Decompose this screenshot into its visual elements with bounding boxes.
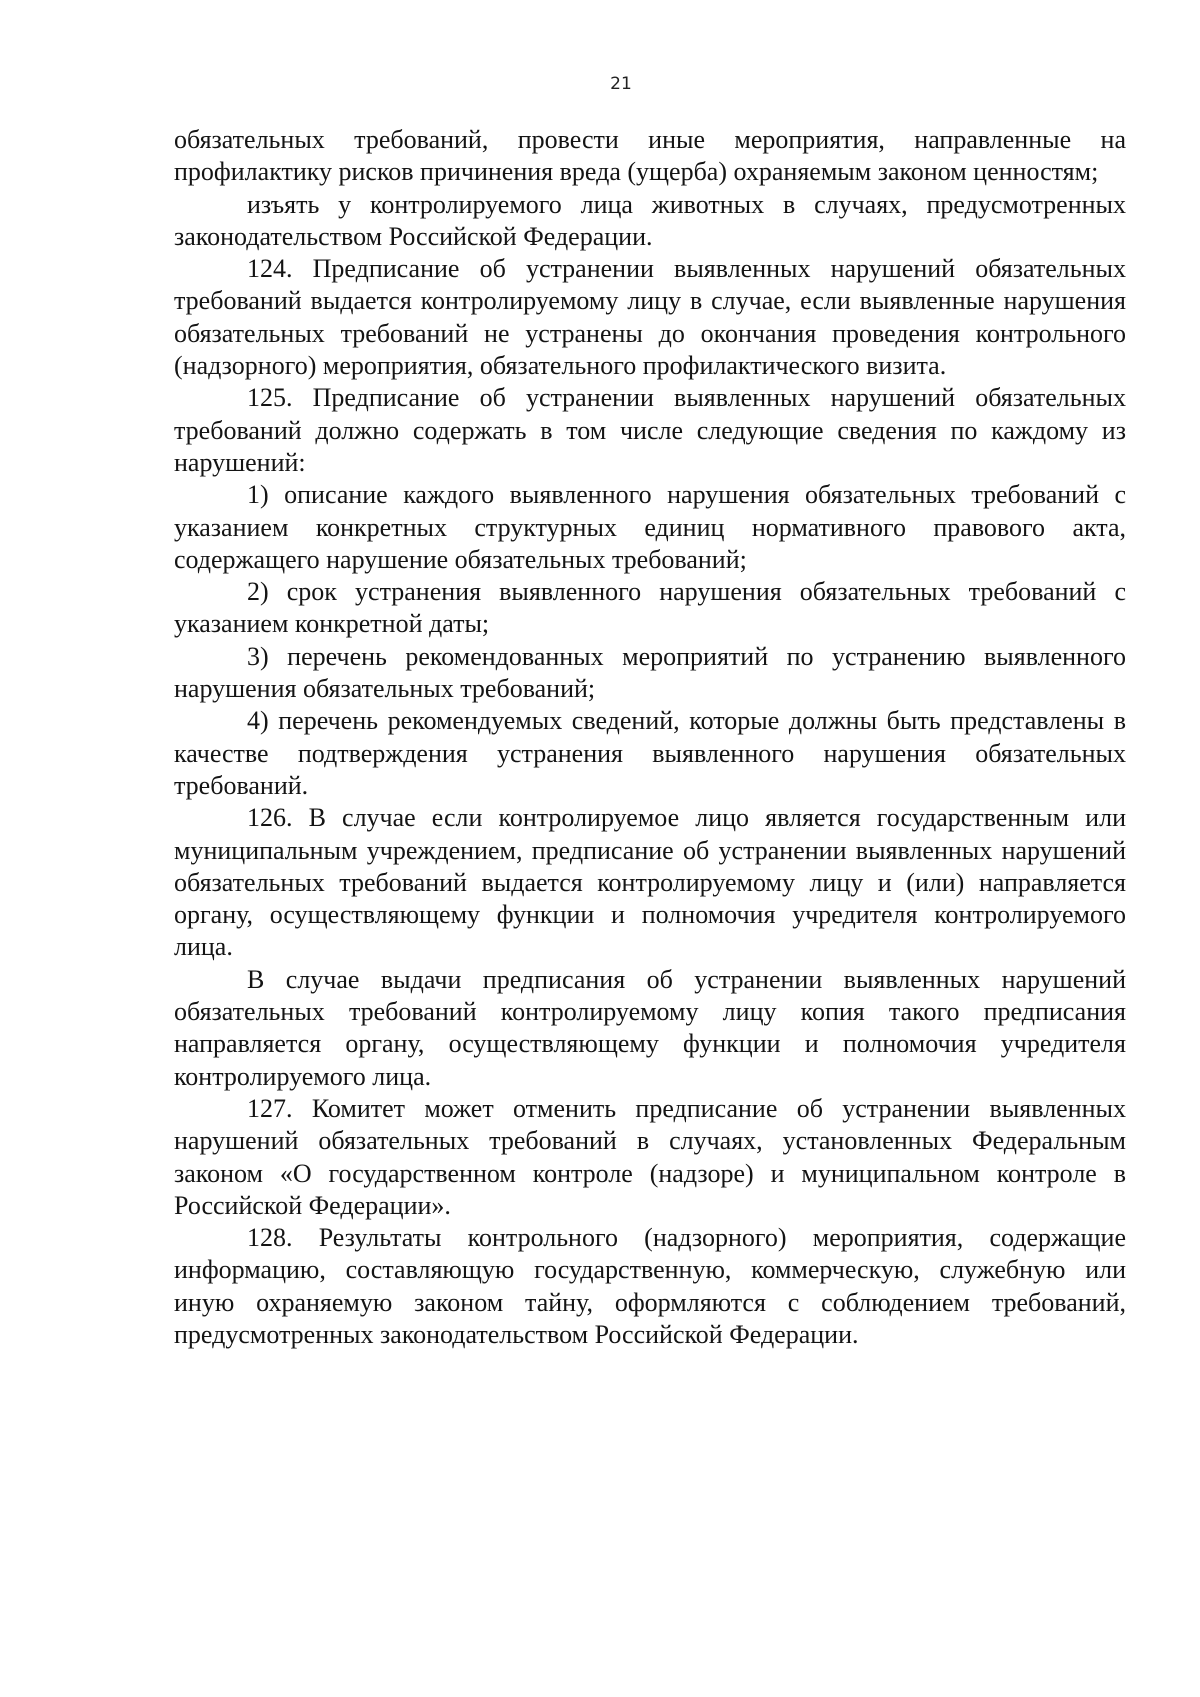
paragraph-124: 124. Предписание об устранении выявленных нарушений обязательных требований выдается контролируемому лицу в случае, если выявленные нарушения обязательных требований не устранены до окончания проведения контрольного (надзорного) мероприятия, обязательного профилактического визита. [174,254,1126,381]
list-item-2: 2) срок устранения выявленного нарушения обязательных требований с указанием конкретной даты; [174,577,1126,639]
paragraph-continuation: обязательных требований, провести иные мероприятия, направленные на профилактику рисков причинения вреда (ущерба) охраняемым законом ценностям; [174,125,1126,187]
list-item-1: 1) описание каждого выявленного нарушения обязательных требований с указанием конкретных структурных единиц нормативного правового акта, содержащего нарушение обязательных требований; [174,480,1126,574]
document-body [174,124,1126,1351]
paragraph-126: 126. В случае если контролируемое лицо является государственным или муниципальным учреждением, предписание об устранении выявленных нарушений обязательных требований выдается контролируемому лицу и (или) направляется органу, осуществляющему функции и полномочия учредителя контролируемого лица. [174,803,1126,962]
page-number: 21 [610,74,632,94]
paragraph-127: 127. Комитет может отменить предписание об устранении выявленных нарушений обязательных требований в случаях, установленных Федеральным законом «О государственном контроле (надзоре) и муниципальном контроле в Российской Федерации». [174,1093,1126,1220]
paragraph-128: 128. Результаты контрольного (надзорного) мероприятия, содержащие информацию, составляющую государственную, коммерческую, служебную или иную охраняемую законом тайну, оформляются с соблюдением требований, предусмотренных законодательством Российской Федерации. [174,1223,1126,1349]
list-item-3: 3) перечень рекомендованных мероприятий по устранению выявленного нарушения обязательных требований; [174,641,1126,704]
paragraph-126-continued: В случае выдачи предписания об устранении выявленных нарушений обязательных требований контролируемому лицу копия такого предписания направляется органу, осуществляющему функции и полномочия учредителя контролируемого лица. [174,964,1126,1091]
list-item-4: 4) перечень рекомендуемых сведений, которые должны быть представлены в качестве подтверждения устранения выявленного нарушения обязательных требований. [174,706,1126,800]
paragraph-125: 125. Предписание об устранении выявленных нарушений обязательных требований должно содержать в том числе следующие сведения по каждому из нарушений: [174,383,1126,477]
paragraph-confiscation: изъять у контролируемого лица животных в случаях, предусмотренных законодательством Российской Федерации. [174,189,1126,251]
